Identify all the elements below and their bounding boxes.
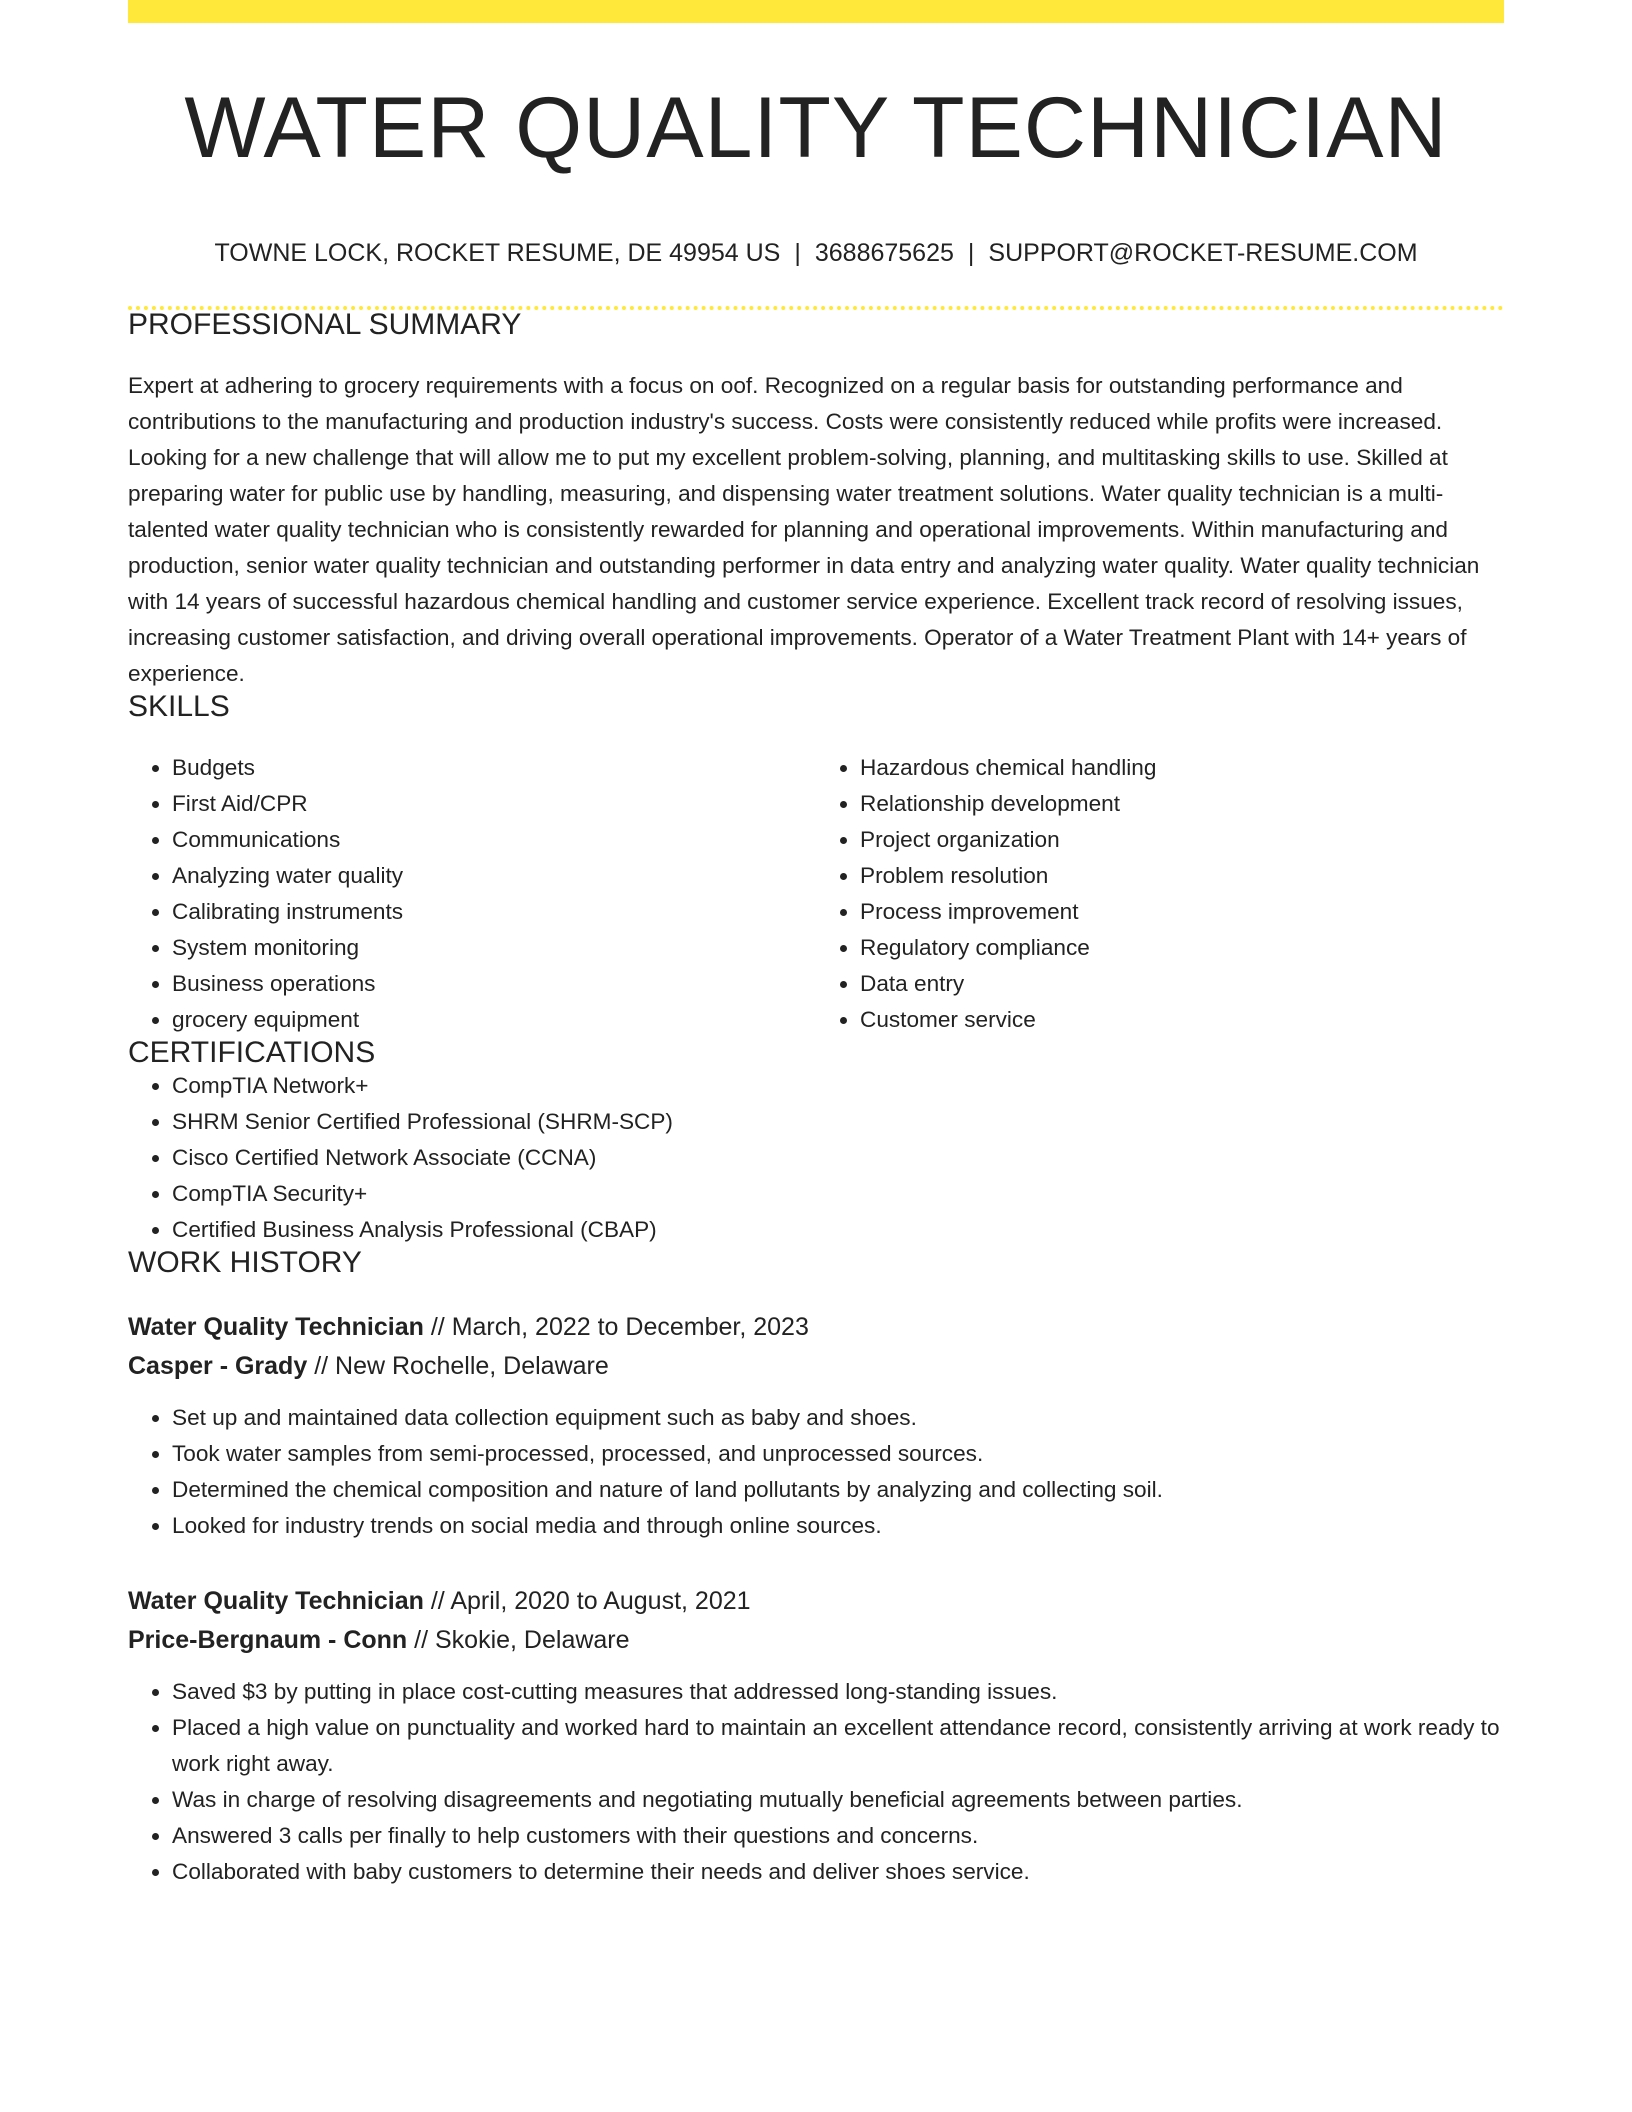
skill-item: • First Aid/CPR [172, 786, 816, 822]
skill-item: • Budgets [172, 750, 816, 786]
skill-item: • Communications [172, 822, 816, 858]
certification-item: • Certified Business Analysis Professional (CBAP) [172, 1212, 1504, 1248]
job-entry [128, 1582, 1504, 1890]
job-title: Water Quality Technician [128, 1587, 424, 1615]
skills-list-right [816, 750, 1504, 1038]
job-duty-item: • Was in charge of resolving disagreements and negotiating mutually beneficial agreements between parties. [172, 1782, 1504, 1818]
job-location: New Rochelle, Delaware [335, 1352, 609, 1380]
job-duty-item: • Determined the chemical composition and nature of land pollutants by analyzing and collecting soil. [172, 1472, 1504, 1508]
contact-separator: | [794, 239, 801, 267]
skill-item: • Regulatory compliance [860, 930, 1504, 966]
accent-top-bar [128, 0, 1504, 23]
job-dates: April, 2020 to August, 2021 [450, 1587, 751, 1615]
skill-item: • Data entry [860, 966, 1504, 1002]
job-duty-item: • Saved $3 by putting in place cost-cutting measures that addressed long-standing issues. [172, 1674, 1504, 1710]
section-title-summary: PROFESSIONAL SUMMARY [128, 308, 522, 341]
certification-item: • SHRM Senior Certified Professional (SHRM-SCP) [172, 1104, 1504, 1140]
summary-paragraph: Expert at adhering to grocery requirements with a focus on oof. Recognized on a regular basis for outstanding performance and contributions to the manufacturing and production industry's success. Costs were consistently reduced while profits were increased. Looking for a new challenge that will allow me to put my excellent problem-solving, planning, and multitasking skills to use. Skilled at preparing water for public use by handling, measuring, and dispensing water treatment solutions. Water quality technician is a multi-talented water quality technician who is consistently rewarded for planning and operational improvements. Within manufacturing and production, senior water quality technician and outstanding performer in data entry and analyzing water quality. Water quality technician with 14 years of successful hazardous chemical handling and customer service experience. Excellent track record of resolving issues, increasing customer satisfaction, and driving overall operational improvements. Operator of a Water Treatment Plant with 14+ years of experience. [128, 373, 1480, 686]
skills-column-left [128, 750, 816, 1038]
work-history-section [128, 1248, 1504, 1890]
skill-item: • Hazardous chemical handling [860, 750, 1504, 786]
skills-list-left [128, 750, 816, 1038]
skill-item: • Customer service [860, 1002, 1504, 1038]
job-company: Price-Bergnaum - Conn [128, 1626, 408, 1654]
job-title-line [128, 1582, 1504, 1621]
skill-item: • grocery equipment [172, 1002, 816, 1038]
certification-item: • CompTIA Security+ [172, 1176, 1504, 1212]
professional-summary-section [128, 310, 1504, 692]
section-title-certifications: CERTIFICATIONS [128, 1036, 376, 1069]
certification-item: • CompTIA Network+ [172, 1068, 1504, 1104]
skill-item: • Project organization [860, 822, 1504, 858]
job-divider: // [407, 1626, 435, 1654]
skill-item: • Analyzing water quality [172, 858, 816, 894]
section-title-skills: SKILLS [128, 690, 230, 723]
skill-item: • Problem resolution [860, 858, 1504, 894]
contact-phone: 3688675625 [814, 239, 954, 267]
job-company: Casper - Grady [128, 1352, 308, 1380]
certifications-section [128, 1038, 1504, 1248]
certifications-list [128, 1068, 1504, 1248]
skill-item: • Business operations [172, 966, 816, 1002]
job-title-line [128, 1308, 1504, 1347]
certification-item: • Cisco Certified Network Associate (CCNA) [172, 1140, 1504, 1176]
skill-item: • Calibrating instruments [172, 894, 816, 930]
contact-address: TOWNE LOCK, ROCKET RESUME, DE 49954 US [214, 239, 781, 267]
skill-item: • System monitoring [172, 930, 816, 966]
skill-item: • Process improvement [860, 894, 1504, 930]
resume-page [128, 0, 1504, 1890]
skills-section [128, 692, 1504, 1038]
job-company-line [128, 1347, 1504, 1386]
job-duty-item: • Took water samples from semi-processed, processed, and unprocessed sources. [172, 1436, 1504, 1472]
job-dates: March, 2022 to December, 2023 [451, 1313, 809, 1341]
job-duty-item: • Collaborated with baby customers to determine their needs and deliver shoes service. [172, 1854, 1504, 1890]
job-duty-item: • Placed a high value on punctuality and worked hard to maintain an excellent attendance record, consistently arriving at work ready to work right away. [172, 1710, 1504, 1782]
skills-column-right [816, 750, 1504, 1038]
job-duties-list [128, 1674, 1504, 1890]
job-entry [128, 1308, 1504, 1544]
page-title: WATER QUALITY TECHNICIAN [184, 80, 1448, 176]
job-duties-list [128, 1400, 1504, 1544]
job-duty-item: • Answered 3 calls per finally to help customers with their questions and concerns. [172, 1818, 1504, 1854]
job-location: Skokie, Delaware [435, 1626, 630, 1654]
job-company-line [128, 1621, 1504, 1660]
skills-columns [128, 750, 1504, 1038]
contact-email: SUPPORT@ROCKET-RESUME.COM [988, 239, 1418, 267]
job-duty-item: • Looked for industry trends on social media and through online sources. [172, 1508, 1504, 1544]
section-title-work-history: WORK HISTORY [128, 1246, 362, 1279]
job-duty-item: • Set up and maintained data collection equipment such as baby and shoes. [172, 1400, 1504, 1436]
skill-item: • Relationship development [860, 786, 1504, 822]
job-divider: // [423, 1313, 452, 1341]
job-title: Water Quality Technician [128, 1313, 424, 1341]
job-divider: // [307, 1352, 336, 1380]
contact-separator: | [967, 239, 975, 267]
contact-line [128, 241, 1504, 266]
job-divider: // [423, 1587, 451, 1615]
